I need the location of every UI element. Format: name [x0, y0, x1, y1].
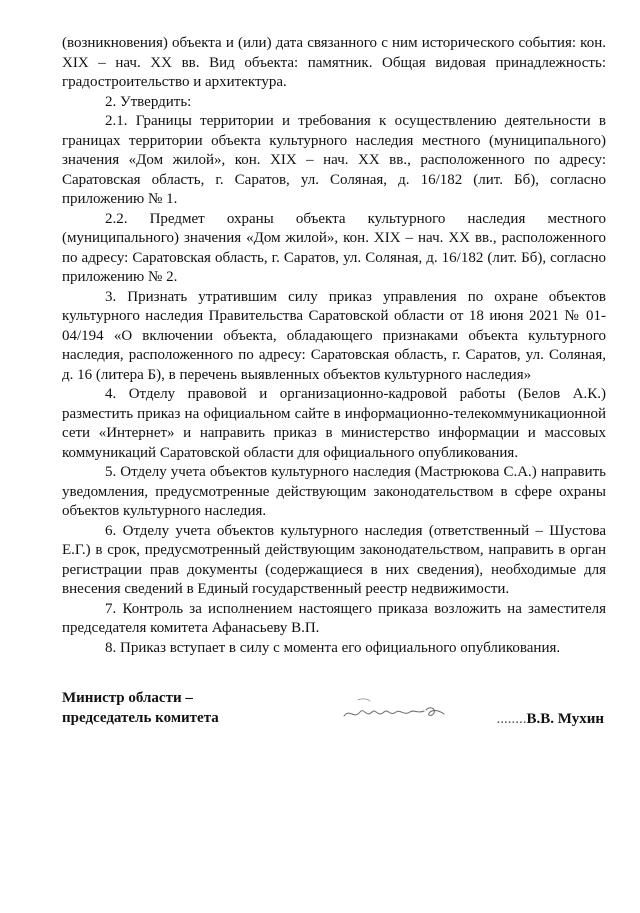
paragraph-4: 4. Отделу правовой и организационно-кадровой работы (Белов А.К.) разместить приказ на официальном сайте в информационно-телекоммуникационной сети «Интернет» и направить приказ в министерство информации и массовых коммуникаций Саратовской области для официального опубликования.: [62, 386, 606, 461]
document-body: [62, 34, 606, 658]
signatory-name: В.В. Мухин: [526, 711, 604, 727]
paragraph-3: 3. Признать утратившим силу приказ управления по охране объектов культурного наследия Правительства Саратовской области от 18 июня 2021 № 01-04/194 «О включении объекта, обладающего признаками объекта культурного наследия, расположенного по адресу: Саратовская область, г. Саратов, ул. Соляная, д. 16 (литера Б), в перечень выявленных объектов культурного наследия»: [62, 288, 606, 383]
handwritten-signature: [340, 692, 450, 726]
paragraph-7: 7. Контроль за исполнением настоящего приказа возложить на заместителя председателя комитета Афанасьеву В.П.: [62, 600, 606, 636]
paragraph-5: 5. Отделу учета объектов культурного наследия (Мастрюкова С.А.) направить уведомления, предусмотренные действующим законодательством в сфере охраны объектов культурного наследия.: [62, 464, 606, 519]
signature-underline: ........: [496, 711, 527, 727]
signatory-name-line: [496, 709, 604, 729]
signatory-title-line1: Министр области –: [62, 690, 193, 706]
signature-block: [62, 688, 606, 738]
paragraph-2-1: 2.1. Границы территории и требования к осуществлению деятельности в границах территории объекта культурного наследия местного (муниципального) значения «Дом жилой», кон. XIX – нач. XX вв., расположенного по адресу: Саратовская область, г. Саратов, ул. Соляная, д. 16/182 (лит. Бб), согласно приложению № 1.: [62, 113, 606, 207]
paragraph-approve: 2. Утвердить:: [105, 93, 192, 110]
paragraph-2-2: 2.2. Предмет охраны объекта культурного наследия местного (муниципального) значения «Дом жилой», кон. XIX – нач. XX вв., расположенного по адресу: Саратовская область, г. Саратов, ул. Соляная, д. 16/182 (лит. Бб), согласно приложению № 2.: [62, 210, 606, 285]
signatory-title-line2: председатель комитета: [62, 710, 219, 726]
paragraph-object-info: (возникновения) объекта и (или) дата связанного с ним исторического события: кон. XIX – нач. XX вв. Вид объекта: памятник. Общая видовая принадлежность: градостроительство и архитектура.: [62, 35, 606, 90]
paragraph-8: 8. Приказ вступает в силу с момента его официального опубликования.: [105, 639, 561, 656]
signatory-title: [62, 688, 219, 728]
paragraph-6: 6. Отделу учета объектов культурного наследия (ответственный – Шустова Е.Г.) в срок, предусмотренный действующим законодательством, направить в орган регистрации прав документы (содержащиеся в них сведения), необходимые для внесения сведений в Единый государственный реестр недвижимости.: [62, 522, 606, 597]
